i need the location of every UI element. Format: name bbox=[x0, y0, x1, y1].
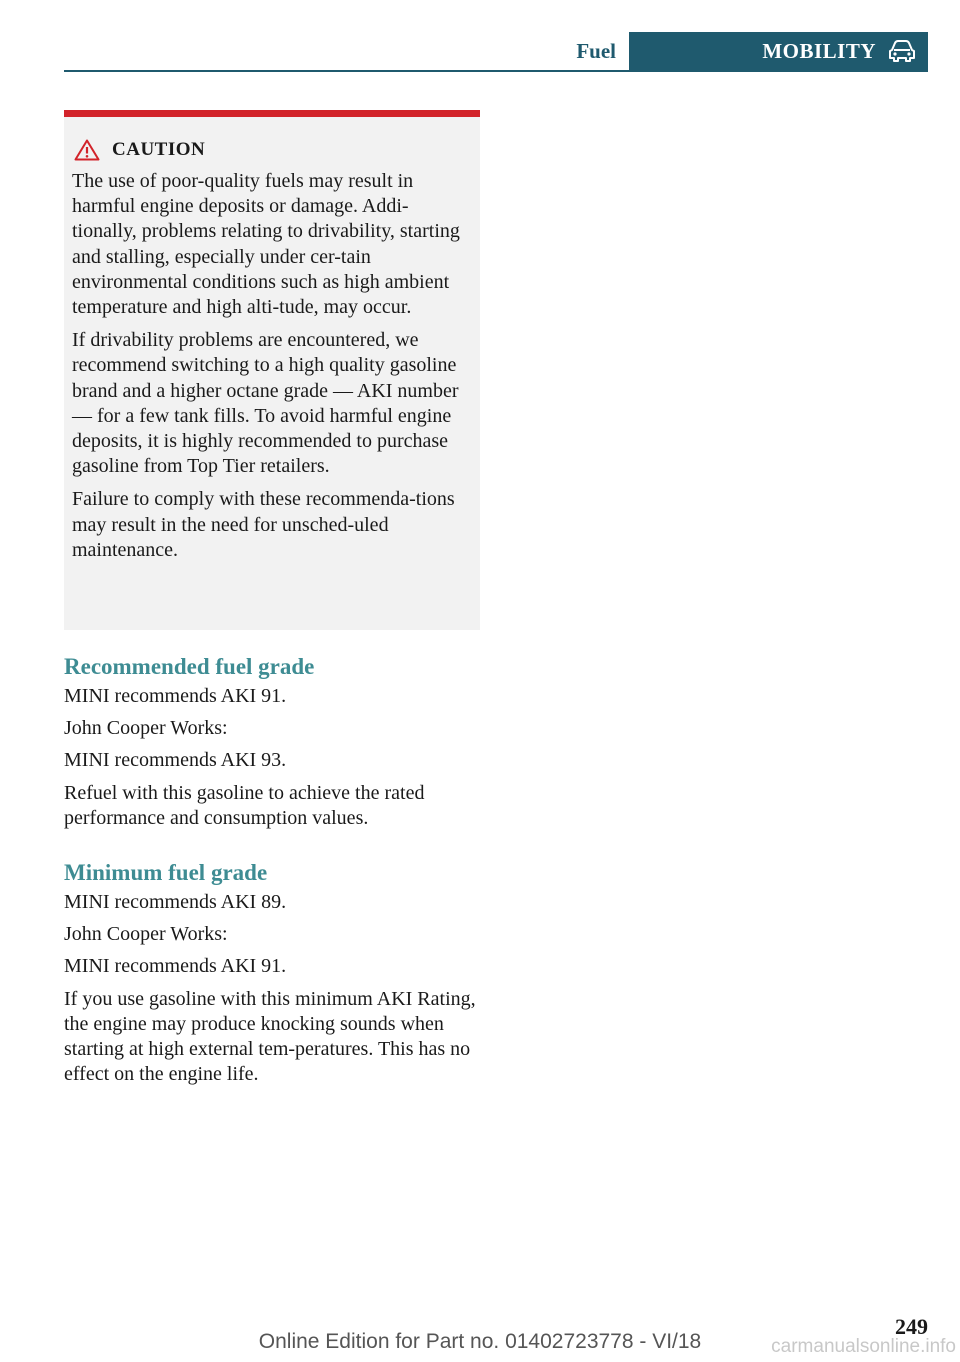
caution-header bbox=[72, 137, 472, 163]
page-number: 249 bbox=[895, 1314, 928, 1339]
section-heading: Recommended fuel grade bbox=[64, 654, 315, 679]
caution-box bbox=[64, 110, 480, 630]
body-paragraph: MINI recommends AKI 91. bbox=[64, 685, 287, 707]
edition-footer: Online Edition for Part no. 01402723778 - VI/18 bbox=[258, 1330, 702, 1353]
caution-title: CAUTION bbox=[112, 139, 206, 160]
recommended-fuel-section bbox=[64, 652, 484, 838]
section-heading: Minimum fuel grade bbox=[64, 860, 268, 885]
caution-paragraph: Failure to comply with these recommenda-tions may result in the need for unsched-uled maintenance. bbox=[72, 488, 455, 561]
body-paragraph: MINI recommends AKI 89. bbox=[64, 891, 287, 913]
body-paragraph: John Cooper Works: bbox=[64, 717, 228, 740]
body-paragraph: Refuel with this gasoline to achieve the rated performance and consumption values. bbox=[64, 781, 425, 829]
watermark: carmanualsonline.info bbox=[771, 1336, 956, 1357]
caution-paragraph: The use of poor-quality fuels may result in harmful engine deposits or damage. Addi-tionally, problems relating to drivability, starting and stalling, especially under cer-tain environmental conditions such as high ambient temperature and high alti-tude, may occur. bbox=[72, 170, 460, 319]
minimum-fuel-section bbox=[64, 858, 484, 1094]
section-tab bbox=[629, 32, 928, 70]
header-rule bbox=[64, 70, 928, 72]
section-title: MOBILITY bbox=[762, 38, 876, 63]
body-paragraph: If you use gasoline with this minimum AKI Rating, the engine may produce knocking sounds when starting at high external tem-peratures. This has no effect on the engine life. bbox=[64, 987, 476, 1086]
car-icon bbox=[888, 40, 916, 62]
caution-paragraph: If drivability problems are encountered, we recommend switching to a high quality gasoline brand and a higher octane grade — AKI number — for a few tank fills. To avoid harmful engine deposits, it is highly recommended to purchase gasoline from Top Tier retailers. bbox=[72, 329, 459, 478]
body-paragraph: John Cooper Works: bbox=[64, 923, 228, 946]
body-paragraph: MINI recommends AKI 91. bbox=[64, 955, 287, 978]
body-paragraph: MINI recommends AKI 93. bbox=[64, 749, 287, 772]
chapter-title: Fuel bbox=[576, 39, 616, 63]
warning-icon bbox=[74, 139, 100, 161]
